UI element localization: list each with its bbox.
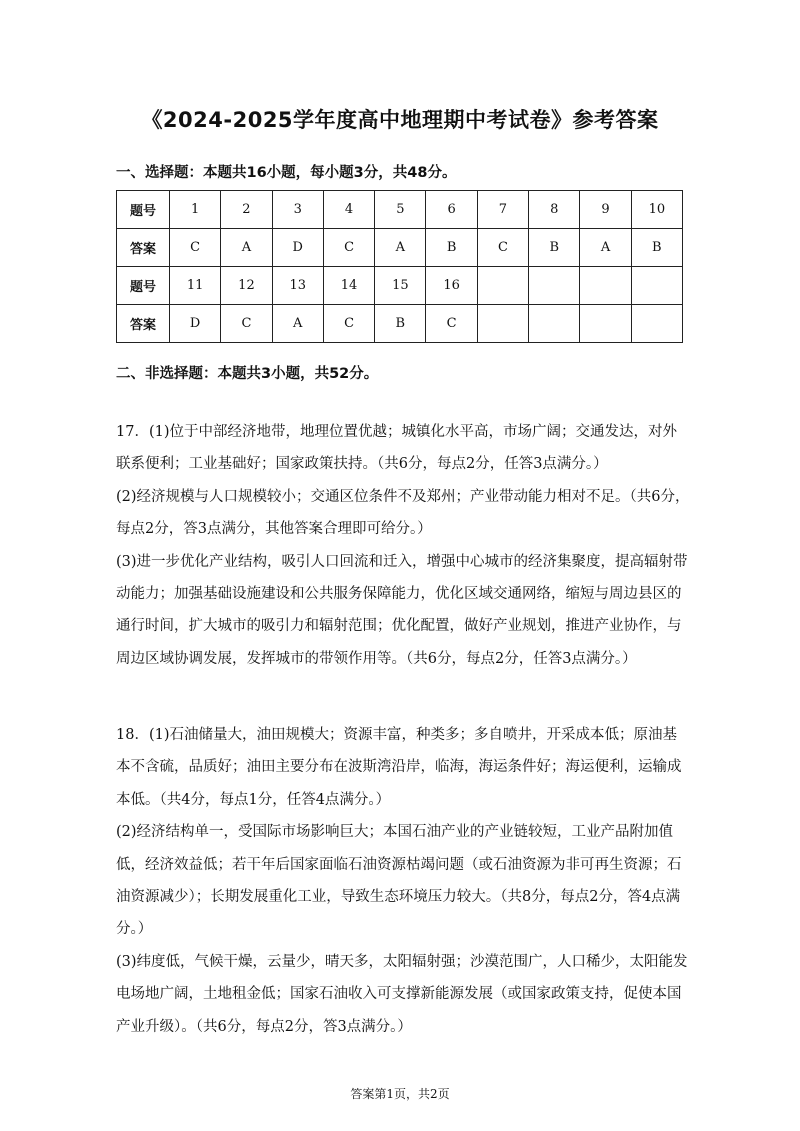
answer-cell: C xyxy=(426,305,477,343)
question-number-cell: 15 xyxy=(375,267,426,305)
question-17 xyxy=(116,416,690,675)
answer-cell: A xyxy=(221,229,272,267)
answer-table xyxy=(116,190,683,343)
question-number-cell: 6 xyxy=(426,191,477,229)
answer-cell xyxy=(529,305,580,343)
question-number-cell: 11 xyxy=(170,267,221,305)
q17-part2: (2)经济规模与人口规模较小；交通区位条件不及郑州；产业带动能力相对不足。（共6分，每点2分，答3点满分，其他答案合理即可给分。） xyxy=(116,488,690,538)
answer-cell: D xyxy=(272,229,323,267)
question-18 xyxy=(116,719,690,1043)
question-number-cell: 2 xyxy=(221,191,272,229)
q18-part3: (3)纬度低，气候干燥，云量少，晴天多，太阳辐射强；沙漠范围广，人口稀少，太阳能发电场地广阔，土地租金低；国家石油收入可支撑新能源发展（或国家政策支持，促使本国产业升级）。（共6分，每点2分，答3点满分。） xyxy=(116,953,688,1035)
section2-heading: 二、非选择题：本题共3小题，共52分。 xyxy=(116,366,379,382)
answer-row xyxy=(117,305,683,343)
q18-part2: (2)经济结构单一，受国际市场影响巨大；本国石油产业的产业链较短，工业产品附加值低，经济效益低；若干年后国家面临石油资源枯竭问题（或石油资源为非可再生资源；石油资源减少）；长期发展重化工业，导致生态环境压力较大。（共8分，每点2分，答4点满分。） xyxy=(116,824,682,938)
question-number-row xyxy=(117,191,683,229)
question-number-cell: 4 xyxy=(323,191,374,229)
question-number-cell: 9 xyxy=(580,191,631,229)
answer-cell xyxy=(631,305,682,343)
question-number-cell xyxy=(631,267,682,305)
answer-cell: A xyxy=(272,305,323,343)
answer-cell: B xyxy=(631,229,682,267)
answer-label-cell: 答案 xyxy=(117,229,170,267)
q18-part1: 18．(1)石油储量大，油田规模大；资源丰富，种类多；多自喷井，开采成本低；原油基本不含硫，品质好；油田主要分布在波斯湾沿岸，临海，海运条件好；海运便利，运输成本低。（共4分，每点1分，任答4点满分。） xyxy=(116,727,682,808)
answer-cell: B xyxy=(375,305,426,343)
question-number-cell: 3 xyxy=(272,191,323,229)
question-number-cell: 10 xyxy=(631,191,682,229)
answer-cell: C xyxy=(221,305,272,343)
answer-cell: D xyxy=(170,305,221,343)
answer-row xyxy=(117,229,683,267)
question-number-cell: 1 xyxy=(170,191,221,229)
question-number-cell: 8 xyxy=(529,191,580,229)
question-number-cell xyxy=(529,267,580,305)
answer-cell: C xyxy=(477,229,528,267)
question-number-label-cell: 题号 xyxy=(117,267,170,305)
answer-label-cell: 答案 xyxy=(117,305,170,343)
question-number-cell: 13 xyxy=(272,267,323,305)
section1-heading: 一、选择题：本题共16小题，每小题3分，共48分。 xyxy=(116,165,457,181)
answer-cell: B xyxy=(529,229,580,267)
question-number-cell: 12 xyxy=(221,267,272,305)
question-number-cell xyxy=(580,267,631,305)
question-number-cell: 7 xyxy=(477,191,528,229)
answer-cell: C xyxy=(170,229,221,267)
question-number-cell: 14 xyxy=(323,267,374,305)
answer-cell: B xyxy=(426,229,477,267)
question-number-row xyxy=(117,267,683,305)
answer-cell: A xyxy=(375,229,426,267)
answer-cell: C xyxy=(323,305,374,343)
question-number-cell xyxy=(477,267,528,305)
answer-cell xyxy=(477,305,528,343)
answer-cell xyxy=(580,305,631,343)
q17-part1: 17．(1)位于中部经济地带，地理位置优越；城镇化水平高，市场广阔；交通发达，对外联系便利；工业基础好；国家政策扶持。（共6分，每点2分，任答3点满分。） xyxy=(116,424,677,473)
answer-cell: C xyxy=(323,229,374,267)
question-number-cell: 5 xyxy=(375,191,426,229)
question-number-label-cell: 题号 xyxy=(117,191,170,229)
page-title: 《2024-2025学年度高中地理期中考试卷》参考答案 xyxy=(141,108,659,132)
page-footer: 答案第1页，共2页 xyxy=(350,1087,450,1101)
answer-cell: A xyxy=(580,229,631,267)
question-number-cell: 16 xyxy=(426,267,477,305)
q17-part3: (3)进一步优化产业结构，吸引人口回流和迁入，增强中心城市的经济集聚度，提高辐射带动能力；加强基础设施建设和公共服务保障能力，优化区域交通网络，缩短与周边县区的通行时间，扩大城市的吸引力和辐射范围；优化配置，做好产业规划，推进产业协作，与周边区域协调发展，发挥城市的带领作用等。（共6分，每点2分，任答3点满分。） xyxy=(116,553,688,667)
